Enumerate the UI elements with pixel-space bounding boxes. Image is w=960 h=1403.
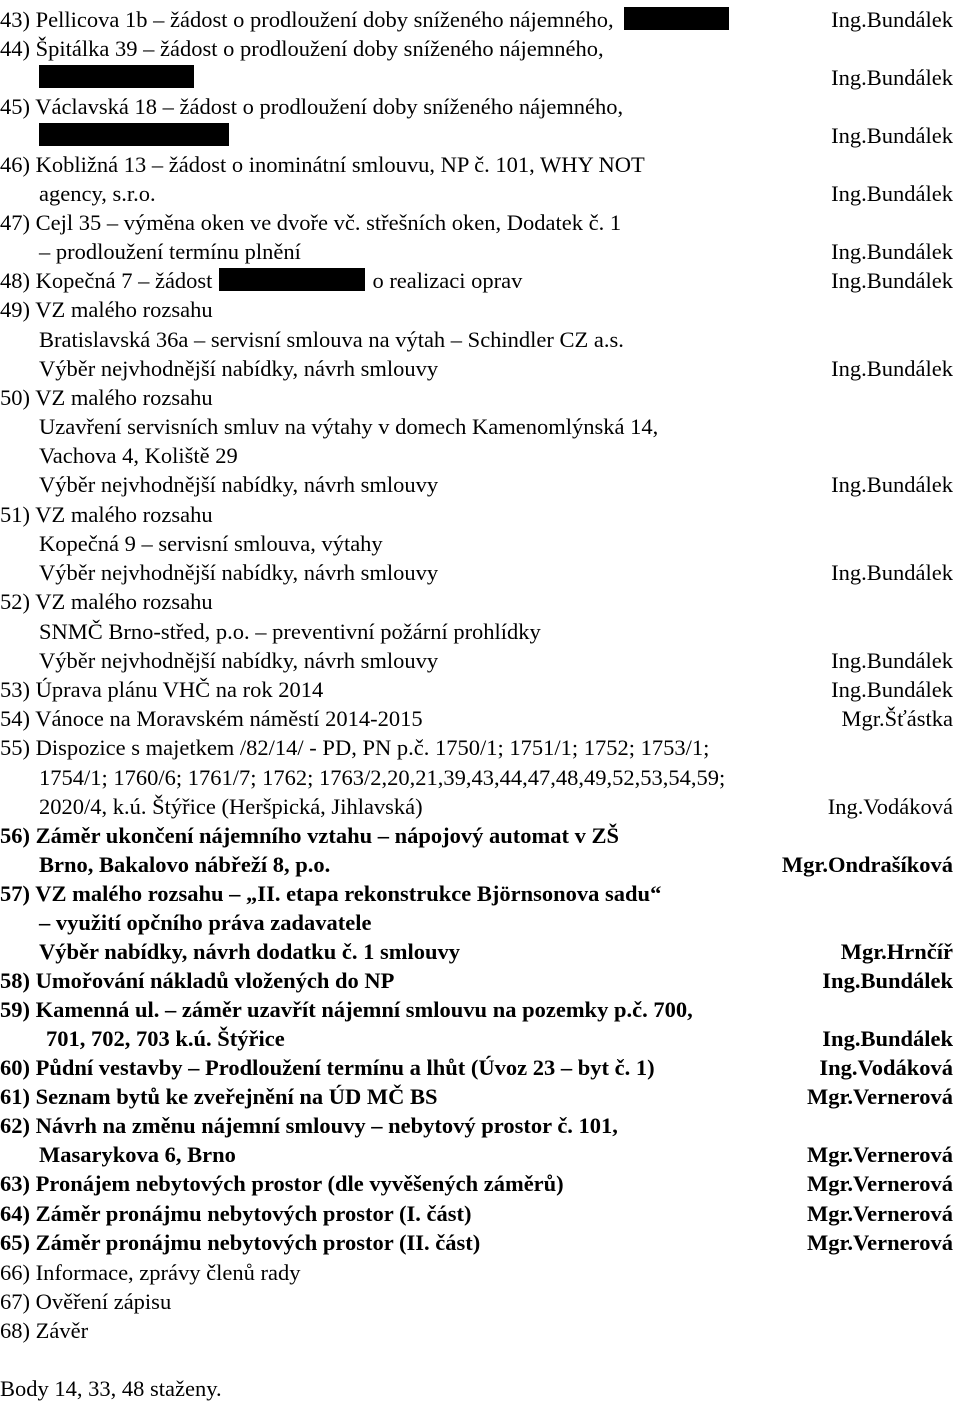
presenter-name: Mgr.Vernerová bbox=[806, 1084, 953, 1109]
agenda-line bbox=[0, 92, 960, 121]
agenda-item-text bbox=[0, 1228, 480, 1257]
agenda-line bbox=[0, 879, 960, 908]
agenda-line bbox=[0, 646, 960, 675]
agenda-line bbox=[0, 529, 960, 558]
agenda-item-text bbox=[39, 179, 156, 208]
agenda-line bbox=[0, 1169, 960, 1198]
agenda-item-text bbox=[0, 879, 661, 908]
agenda-item-text bbox=[39, 121, 229, 150]
agenda-line bbox=[0, 908, 960, 937]
item-text: 44) Špitálka 39 – žádost o prodloužení doby sníženého nájemného, bbox=[0, 36, 604, 61]
agenda-line bbox=[0, 208, 960, 237]
agenda-line bbox=[0, 733, 960, 762]
item-text: 701, 702, 703 k.ú. Štýřice bbox=[46, 1026, 285, 1051]
agenda-line bbox=[0, 1287, 960, 1316]
agenda-line bbox=[0, 295, 960, 324]
agenda-line bbox=[0, 763, 960, 792]
agenda-line bbox=[0, 5, 960, 34]
agenda-line bbox=[0, 354, 960, 383]
agenda-item-text bbox=[0, 966, 394, 995]
agenda-item-text bbox=[0, 150, 645, 179]
agenda-item-text bbox=[0, 587, 213, 616]
agenda-item-text bbox=[0, 295, 213, 324]
agenda-line bbox=[0, 587, 960, 616]
agenda-item-text bbox=[39, 850, 330, 879]
agenda-line bbox=[0, 1024, 960, 1053]
agenda-item-text bbox=[0, 704, 423, 733]
item-text: 55) Dispozice s majetkem /82/14/ - PD, PN p.č. 1750/1; 1751/1; 1752; 1753/1; bbox=[0, 735, 710, 760]
agenda-line bbox=[0, 792, 960, 821]
presenter-name: Mgr.Vernerová bbox=[806, 1201, 953, 1226]
item-text: 54) Vánoce na Moravském náměstí 2014-2015 bbox=[0, 706, 423, 731]
agenda-line bbox=[0, 266, 960, 295]
item-text: – využití opčního práva zadavatele bbox=[39, 910, 372, 935]
agenda-item-text bbox=[0, 995, 693, 1024]
agenda-line bbox=[0, 850, 960, 879]
item-text: Brno, Bakalovo nábřeží 8, p.o. bbox=[39, 852, 331, 877]
redaction-box bbox=[624, 7, 729, 30]
item-text: 1754/1; 1760/6; 1761/7; 1762; 1763/2,20,21,39,43,44,47,48,49,52,53,54,59; bbox=[39, 765, 726, 790]
item-text: 2020/4, k.ú. Štýřice (Heršpická, Jihlavská) bbox=[39, 794, 423, 819]
item-text: Kopečná 9 – servisní smlouva, výtahy bbox=[39, 531, 383, 556]
item-text: 65) Záměr pronájmu nebytových prostor (II. část) bbox=[0, 1230, 481, 1255]
agenda-line bbox=[0, 617, 960, 646]
agenda-item-text bbox=[0, 1169, 564, 1198]
item-text: 45) Václavská 18 – žádost o prodloužení doby sníženého nájemného, bbox=[0, 94, 624, 119]
item-text-continued: o realizaci oprav bbox=[372, 268, 523, 293]
agenda-item-text bbox=[0, 92, 623, 121]
item-text: 67) Ověření zápisu bbox=[0, 1289, 172, 1314]
agenda-line bbox=[0, 1053, 960, 1082]
agenda-item-text bbox=[39, 412, 658, 441]
agenda-item-text bbox=[39, 646, 438, 675]
presenter-name: Ing.Bundálek bbox=[831, 181, 953, 206]
agenda-item-text bbox=[0, 675, 323, 704]
agenda-line bbox=[0, 1082, 960, 1111]
agenda-item-text bbox=[39, 325, 624, 354]
agenda-item-text bbox=[0, 383, 213, 412]
agenda-item-text bbox=[39, 441, 238, 470]
item-text: 48) Kopečná 7 – žádost bbox=[0, 268, 213, 293]
item-text: 51) VZ malého rozsahu bbox=[0, 502, 213, 527]
agenda-item-text bbox=[0, 733, 709, 762]
agenda-item-text bbox=[39, 937, 460, 966]
presenter-name: Ing.Bundálek bbox=[831, 268, 953, 293]
agenda-line bbox=[0, 1199, 960, 1228]
item-text: 46) Kobližná 13 – žádost o inominátní smlouvu, NP č. 101, WHY NOT bbox=[0, 152, 645, 177]
agenda-line bbox=[0, 1316, 960, 1345]
agenda-line bbox=[0, 150, 960, 179]
presenter-name: Ing.Bundálek bbox=[831, 648, 953, 673]
item-text: 52) VZ malého rozsahu bbox=[0, 589, 213, 614]
agenda-item-text bbox=[39, 1140, 236, 1169]
agenda-line bbox=[0, 441, 960, 470]
item-text: 56) Záměr ukončení nájemního vztahu – nápojový automat v ZŠ bbox=[0, 823, 620, 848]
agenda-line bbox=[0, 995, 960, 1024]
item-text: 62) Návrh na změnu nájemní smlouvy – nebytový prostor č. 101, bbox=[0, 1113, 618, 1138]
agenda-line bbox=[0, 1140, 960, 1169]
item-text: 43) Pellicova 1b – žádost o prodloužení doby sníženého nájemného, bbox=[0, 7, 614, 32]
agenda-line bbox=[0, 937, 960, 966]
presenter-name: Ing.Bundálek bbox=[822, 1026, 953, 1051]
agenda-line bbox=[0, 470, 960, 499]
presenter-name: Ing.Bundálek bbox=[831, 472, 953, 497]
presenter-name: Mgr.Vernerová bbox=[806, 1142, 953, 1167]
agenda-item-text bbox=[39, 908, 372, 937]
presenter-name: Mgr.Vernerová bbox=[806, 1171, 953, 1196]
agenda-item-text bbox=[39, 354, 438, 383]
agenda-item-text bbox=[0, 34, 604, 63]
item-text: 58) Umořování nákladů vložených do NP bbox=[0, 968, 395, 993]
item-text: 61) Seznam bytů ke zveřejnění na ÚD MČ BS bbox=[0, 1084, 438, 1109]
item-text: Výběr nabídky, návrh dodatku č. 1 smlouvy bbox=[39, 939, 460, 964]
presenter-name: Ing.Bundálek bbox=[831, 7, 953, 32]
presenter-name: Ing.Vodáková bbox=[819, 1055, 953, 1080]
presenter-name: Ing.Bundálek bbox=[831, 356, 953, 381]
agenda-line bbox=[0, 121, 960, 150]
agenda-line bbox=[0, 704, 960, 733]
agenda-line bbox=[0, 966, 960, 995]
redaction-box bbox=[39, 65, 194, 88]
item-text: 63) Pronájem nebytových prostor (dle vyvěšených záměrů) bbox=[0, 1171, 564, 1196]
agenda-item-text bbox=[0, 1316, 88, 1345]
agenda-item-text bbox=[39, 529, 383, 558]
agenda-line bbox=[0, 179, 960, 208]
agenda-line bbox=[0, 1258, 960, 1287]
item-text: Vachova 4, Koliště 29 bbox=[39, 443, 238, 468]
agenda-item-text bbox=[39, 617, 541, 646]
agenda-item-text bbox=[39, 558, 438, 587]
agenda-item-text bbox=[39, 470, 438, 499]
item-text: Uzavření servisních smluv na výtahy v domech Kamenomlýnská 14, bbox=[39, 414, 659, 439]
item-text: Výběr nejvhodnější nabídky, návrh smlouvy bbox=[39, 648, 439, 673]
item-text: 64) Záměr pronájmu nebytových prostor (I. část) bbox=[0, 1201, 472, 1226]
redaction-box bbox=[219, 268, 365, 291]
agenda-item-text bbox=[46, 1024, 285, 1053]
presenter-name: Ing.Bundálek bbox=[831, 65, 953, 90]
presenter-name: Ing.Vodáková bbox=[827, 794, 953, 819]
agenda-item-text bbox=[39, 792, 423, 821]
agenda-item-text bbox=[0, 1082, 437, 1111]
item-text: – prodloužení termínu plnění bbox=[39, 239, 301, 264]
item-text: agency, s.r.o. bbox=[39, 181, 156, 206]
agenda-line bbox=[0, 1228, 960, 1257]
item-text: 59) Kamenná ul. – záměr uzavřít nájemní smlouvu na pozemky p.č. 700, bbox=[0, 997, 693, 1022]
presenter-name: Mgr.Ondrašíková bbox=[781, 852, 953, 877]
item-text: SNMČ Brno-střed, p.o. – preventivní požární prohlídky bbox=[39, 619, 541, 644]
agenda-item-text bbox=[39, 237, 301, 266]
presenter-name: Ing.Bundálek bbox=[831, 123, 953, 148]
item-text: Masarykova 6, Brno bbox=[39, 1142, 236, 1167]
agenda-item-text bbox=[0, 1287, 171, 1316]
presenter-name: Ing.Bundálek bbox=[831, 677, 953, 702]
agenda-item-text bbox=[0, 1199, 471, 1228]
agenda-line bbox=[0, 34, 960, 63]
agenda-line bbox=[0, 1111, 960, 1140]
agenda-line bbox=[0, 558, 960, 587]
item-text: Výběr nejvhodnější nabídky, návrh smlouvy bbox=[39, 560, 439, 585]
agenda-item-text bbox=[0, 1258, 300, 1287]
item-text: 53) Úprava plánu VHČ na rok 2014 bbox=[0, 677, 324, 702]
item-text: Bratislavská 36a – servisní smlouva na výtah – Schindler CZ a.s. bbox=[39, 327, 624, 352]
agenda-item-text bbox=[0, 1111, 618, 1140]
item-text: 50) VZ malého rozsahu bbox=[0, 385, 213, 410]
agenda-line bbox=[0, 325, 960, 354]
presenter-name: Ing.Bundálek bbox=[822, 968, 953, 993]
item-text: 47) Cejl 35 – výměna oken ve dvoře vč. střešních oken, Dodatek č. 1 bbox=[0, 210, 622, 235]
item-text: Výběr nejvhodnější nabídky, návrh smlouvy bbox=[39, 472, 439, 497]
agenda-line bbox=[0, 63, 960, 92]
agenda-item-text bbox=[0, 500, 213, 529]
agenda-item-text bbox=[0, 1053, 655, 1082]
agenda-item-text bbox=[39, 63, 194, 92]
agenda-item-text bbox=[0, 208, 621, 237]
presenter-name: Mgr.Hrnčíř bbox=[840, 939, 953, 964]
footer-note: Body 14, 33, 48 staženy. bbox=[0, 1376, 222, 1401]
item-text: 68) Závěr bbox=[0, 1318, 89, 1343]
agenda-line bbox=[0, 500, 960, 529]
presenter-name: Ing.Bundálek bbox=[831, 560, 953, 585]
item-text: 60) Půdní vestavby – Prodloužení termínu a lhůt (Úvoz 23 – byt č. 1) bbox=[0, 1055, 655, 1080]
agenda-line bbox=[0, 237, 960, 266]
item-text: 66) Informace, zprávy členů rady bbox=[0, 1260, 301, 1285]
presenter-name: Mgr.Vernerová bbox=[806, 1230, 953, 1255]
item-text: 57) VZ malého rozsahu – „II. etapa rekonstrukce Björnsonova sadu“ bbox=[0, 881, 662, 906]
presenter-name: Ing.Bundálek bbox=[831, 239, 953, 264]
agenda-item-text bbox=[0, 821, 619, 850]
item-text: 49) VZ malého rozsahu bbox=[0, 297, 213, 322]
agenda-line bbox=[0, 675, 960, 704]
agenda-item-text bbox=[39, 763, 725, 792]
agenda-line bbox=[0, 412, 960, 441]
agenda-line bbox=[0, 821, 960, 850]
agenda-item-text bbox=[0, 266, 522, 295]
agenda-line bbox=[0, 383, 960, 412]
agenda-item-text bbox=[0, 5, 729, 34]
item-text: Výběr nejvhodnější nabídky, návrh smlouvy bbox=[39, 356, 439, 381]
redaction-box bbox=[39, 123, 229, 146]
presenter-name: Mgr.Šťástka bbox=[841, 706, 953, 731]
